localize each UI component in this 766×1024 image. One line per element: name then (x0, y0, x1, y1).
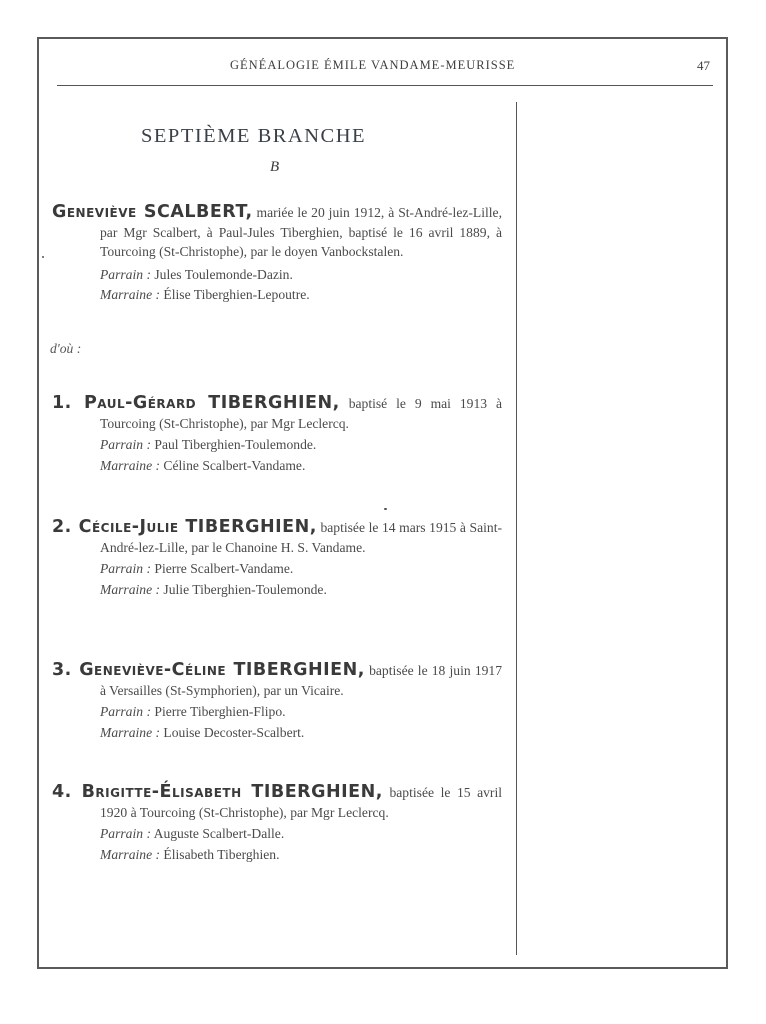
child-4-description: baptisée le 15 avril 1920 à Tourcoing (St-Christophe), par Mgr Leclercq. (100, 785, 503, 820)
child-1-text (52, 394, 502, 433)
child-3-name (52, 660, 365, 680)
parent-entry-text (52, 203, 502, 262)
child-1-godmother-name: Céline Scalbert-Vandame. (160, 457, 306, 473)
child-2-godfather-line (52, 559, 502, 580)
parent-godmother-line (52, 285, 502, 306)
child-4-surname: TIBERGHIEN, (251, 782, 383, 802)
child-4-godmother-label: Marraine : (100, 846, 161, 862)
child-3-godmother-line (52, 723, 502, 744)
header-rule (57, 85, 713, 86)
child-1-number: 1. (52, 393, 72, 413)
child-3-number: 3. (52, 660, 72, 680)
child-3-godfather-label: Parrain : (100, 704, 151, 719)
child-2-godmother-line (52, 580, 502, 601)
branch-letter: B (270, 159, 280, 175)
child-1-godfather-line (52, 435, 502, 456)
child-4-godmother-name: Élisabeth Tiberghien. (160, 846, 280, 862)
print-speck (42, 256, 44, 258)
parent-godmother-name: Élise Tiberghien-Lepoutre. (160, 287, 310, 302)
child-2-name (52, 517, 317, 537)
child-2-godmother-label: Marraine : (100, 581, 161, 597)
child-2-text (52, 518, 502, 557)
child-4-text (52, 783, 502, 822)
child-4-godfather-name: Auguste Scalbert-Dalle. (150, 826, 285, 841)
child-1-first-name: Paul-Gérard (83, 393, 197, 413)
child-4-godfather-label: Parrain : (100, 826, 151, 841)
running-header-title: GÉNÉALOGIE ÉMILE VANDAME-MEURISSE (230, 58, 516, 72)
parent-godfather-label: Parrain : (100, 266, 151, 282)
child-2-godfather-label: Parrain : (100, 561, 151, 576)
parent-name (52, 202, 253, 222)
print-speck (384, 508, 387, 510)
branch-title: SEPTIÈME BRANCHE (141, 125, 367, 147)
child-4-first-name: Brigitte-Élisabeth (81, 782, 242, 802)
parent-first-name: Geneviève (52, 202, 137, 222)
child-entry-1 (52, 394, 502, 476)
dou-label: d'où : (50, 341, 82, 356)
parent-description: mariée le 20 juin 1912, à St-André-lez-Lille, par Mgr Scalbert, à Paul-Jules Tiberghien, baptisé le 16 avril 1889, à Tourcoing (St-Christophe), par le doyen Vanbockstalen. (100, 205, 502, 259)
child-1-godmother-line (52, 456, 502, 477)
child-entry-2 (52, 518, 502, 600)
child-2-godmother-name: Julie Tiberghien-Toulemonde. (160, 581, 327, 597)
parent-godfather-name: Jules Toulemonde-Dazin. (150, 266, 293, 282)
child-1-godfather-name: Paul Tiberghien-Toulemonde. (150, 437, 317, 452)
child-3-description: baptisée le 18 juin 1917 à Versailles (St-Symphorien), par un Vicaire. (100, 663, 503, 698)
child-4-godmother-line (52, 845, 502, 866)
column-divider-rule (516, 102, 517, 955)
child-1-godfather-label: Parrain : (100, 437, 151, 452)
parent-godmother-label: Marraine : (100, 287, 161, 302)
child-2-number: 2. (52, 517, 72, 537)
child-2-description: baptisée le 14 mars 1915 à Saint-André-lez-Lille, par le Chanoine H. S. Vandame. (100, 520, 502, 555)
child-3-godfather-line (52, 702, 502, 723)
child-4-number: 4. (52, 782, 72, 802)
parent-surname: SCALBERT, (143, 202, 253, 222)
page-number: 47 (697, 58, 710, 73)
child-2-godfather-name: Pierre Scalbert-Vandame. (150, 561, 294, 576)
child-1-description: baptisé le 9 mai 1913 à Tourcoing (St-Christophe), par Mgr Leclercq. (100, 396, 503, 431)
child-4-name (52, 782, 383, 802)
child-1-godmother-label: Marraine : (100, 457, 161, 473)
child-3-godfather-name: Pierre Tiberghien-Flipo. (150, 704, 286, 719)
child-4-godfather-line (52, 824, 502, 845)
child-2-first-name: Cécile-Julie (78, 517, 179, 537)
child-3-first-name: Geneviève-Céline (79, 660, 227, 680)
child-3-surname: TIBERGHIEN, (233, 660, 365, 680)
child-2-surname: TIBERGHIEN, (185, 517, 317, 537)
parent-entry (52, 203, 502, 306)
child-3-godmother-label: Marraine : (100, 724, 161, 740)
child-entry-3 (52, 661, 502, 743)
child-3-text (52, 661, 502, 700)
child-3-godmother-name: Louise Decoster-Scalbert. (160, 724, 305, 740)
child-1-name (52, 393, 340, 413)
parent-godfather-line (52, 265, 502, 286)
child-entry-4 (52, 783, 502, 865)
child-1-surname: TIBERGHIEN, (208, 393, 340, 413)
